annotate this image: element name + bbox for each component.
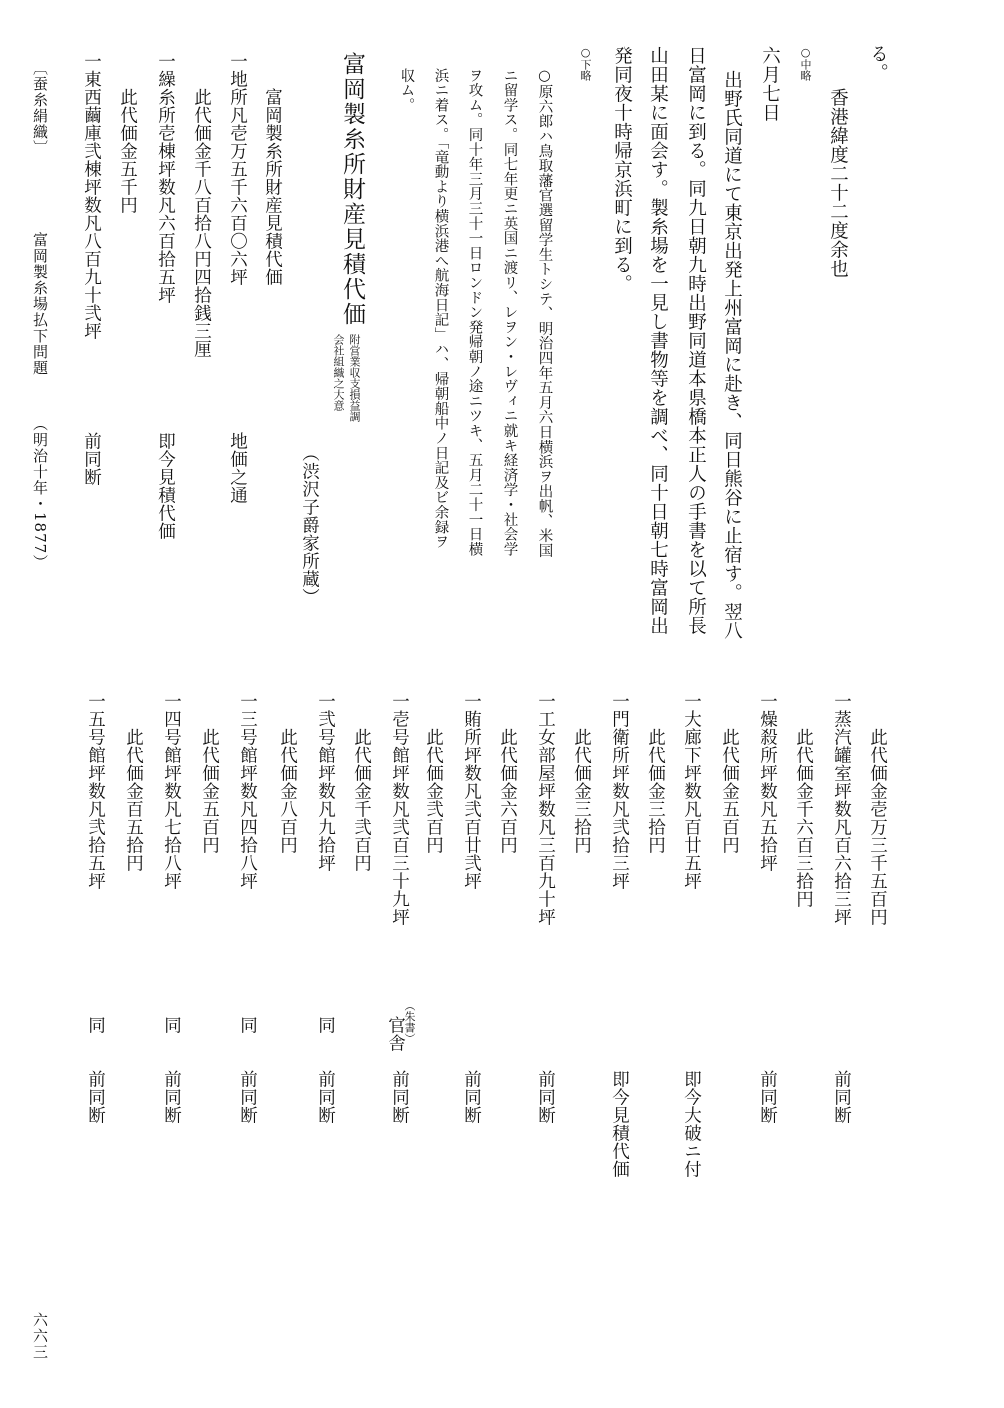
entry-annotation: 同 xyxy=(161,1016,182,1034)
entry-remark: 前同断 xyxy=(461,1070,482,1124)
text-line: 山田某に面会す。製糸場を一見し書物等を調べ、同十日朝七時富岡出 xyxy=(647,46,669,635)
entry-item: 一賄所坪数凡弐百廿弐坪 xyxy=(461,692,482,890)
entry-remark: 地価之通 xyxy=(227,432,248,504)
entry-price: 此代価金百五拾円 xyxy=(123,728,144,872)
vermilion-note: （朱書） xyxy=(403,1000,416,1044)
ellipsis-mark: ○下略 xyxy=(579,46,592,81)
text-line: 日富岡に到る。同九日朝九時出野同道本県橋本正人の手書を以て所長 xyxy=(685,46,707,635)
document-subtitle: 会社組織之大意 xyxy=(332,334,345,411)
entry-item: 一壱号館坪数凡弐百三十九坪 xyxy=(389,692,410,926)
entry-remark: 前同断 xyxy=(85,1070,106,1124)
entry-price: 此代価金弐百円 xyxy=(423,728,444,854)
entry-remark: 前同断 xyxy=(535,1070,556,1124)
editorial-note-line: ニ留学ス。同七年更ニ英国ニ渡リ、レヲン・レヴィニ就キ経済学・社会学 xyxy=(501,68,518,557)
entry-price: 此代価金壱万三千五百円 xyxy=(867,728,888,926)
entry-annotation: 同 xyxy=(237,1016,258,1034)
entry-item: 一工女部屋坪数凡三百九十坪 xyxy=(535,692,556,926)
entry-price: 此代価金六百円 xyxy=(497,728,518,854)
entry-annotation: 官舎 xyxy=(385,1016,406,1052)
entry-remark: 前同断 xyxy=(315,1070,336,1124)
text-line: る。 xyxy=(867,44,889,82)
entry-price: 此代価金五百円 xyxy=(199,728,220,854)
editorial-note-line: ヲ攻ム。同十年三月三十一日ロンドン発帰朝ノ途ニツキ、五月二十一日横 xyxy=(466,68,483,557)
entry-heading: 富岡製糸所財産見積代価 xyxy=(262,88,283,286)
editorial-note-line: 収ム。 xyxy=(398,68,415,113)
editorial-note-line: 浜ニ着ス。「竜動より横浜港へ航海日記」ハ、帰朝船中ノ日記及ビ余録ヲ xyxy=(432,68,449,550)
entry-item: 一蒸汽罐室坪数凡百六拾三坪 xyxy=(831,692,852,926)
text-line: 発同夜十時帰京浜町に到る。 xyxy=(611,46,633,293)
source-note: （渋沢子爵家所蔵） xyxy=(299,444,320,606)
text-line: 香港緯度二十二度余也 xyxy=(827,88,849,278)
entry-price: 此代価金五千円 xyxy=(117,88,138,214)
entry-item: 一弐号館坪数凡九拾坪 xyxy=(315,692,336,872)
entry-item: 一東西繭庫弐棟坪数凡八百九十弐坪 xyxy=(81,52,102,340)
date-heading: 六月七日 xyxy=(759,46,781,122)
entry-annotation: 同 xyxy=(85,1016,106,1034)
entry-remark: 前同断 xyxy=(161,1070,182,1124)
entry-item: 一門衛所坪数凡弐拾三坪 xyxy=(609,692,630,890)
entry-remark: 即今見積代価 xyxy=(155,432,176,540)
entry-remark: 前同断 xyxy=(831,1070,852,1124)
entry-price: 此代価金三拾円 xyxy=(571,728,592,854)
entry-item: 一三号館坪数凡四拾八坪 xyxy=(237,692,258,890)
entry-price: 此代価金千八百拾八円四拾銭三厘 xyxy=(191,88,212,358)
entry-annotation: 同 xyxy=(315,1016,336,1034)
entry-price: 此代価金千弐百円 xyxy=(351,728,372,872)
entry-remark: 即今大破ニ付 xyxy=(681,1070,702,1178)
entry-price: 此代価金三拾円 xyxy=(645,728,666,854)
document-title: 富岡製糸所財産見積代価 xyxy=(339,52,365,327)
page-number: 六六三 xyxy=(31,1312,49,1360)
running-header-topic: 富岡製糸場払下問題 xyxy=(31,232,49,376)
ellipsis-mark: ○中略 xyxy=(799,46,812,81)
running-header-category: 〔蚕糸絹織〕 xyxy=(31,60,49,156)
entry-remark: 前同断 xyxy=(81,432,102,486)
entry-remark: 即今見積代価 xyxy=(609,1070,630,1178)
entry-price: 此代価金八百円 xyxy=(277,728,298,854)
entry-item: 一繰糸所壱棟坪数凡六百拾五坪 xyxy=(155,52,176,304)
entry-item: 一大廊下坪数凡百廿五坪 xyxy=(681,692,702,890)
entry-item: 一地所凡壱万五千六百〇六坪 xyxy=(227,52,248,286)
running-header-year: （明治十年・1877） xyxy=(31,416,49,571)
document-subtitle: 附営業収支損益調 xyxy=(348,334,361,422)
entry-price: 此代価金五百円 xyxy=(719,728,740,854)
entry-remark: 前同断 xyxy=(237,1070,258,1124)
entry-remark: 前同断 xyxy=(389,1070,410,1124)
entry-item: 一燥殺所坪数凡五拾坪 xyxy=(757,692,778,872)
text-line: 出野氏同道にて東京出発上州富岡に赴き、同日熊谷に止宿す。翌八 xyxy=(721,70,743,640)
entry-item: 一五号館坪数凡弐拾五坪 xyxy=(85,692,106,890)
entry-price: 此代価金千六百三拾円 xyxy=(793,728,814,908)
editorial-note-line: ○原六郎ハ鳥取藩官選留学生トシテ、明治四年五月六日横浜ヲ出帆、米国 xyxy=(536,68,553,558)
entry-item: 一四号館坪数凡七拾八坪 xyxy=(161,692,182,890)
entry-remark: 前同断 xyxy=(757,1070,778,1124)
